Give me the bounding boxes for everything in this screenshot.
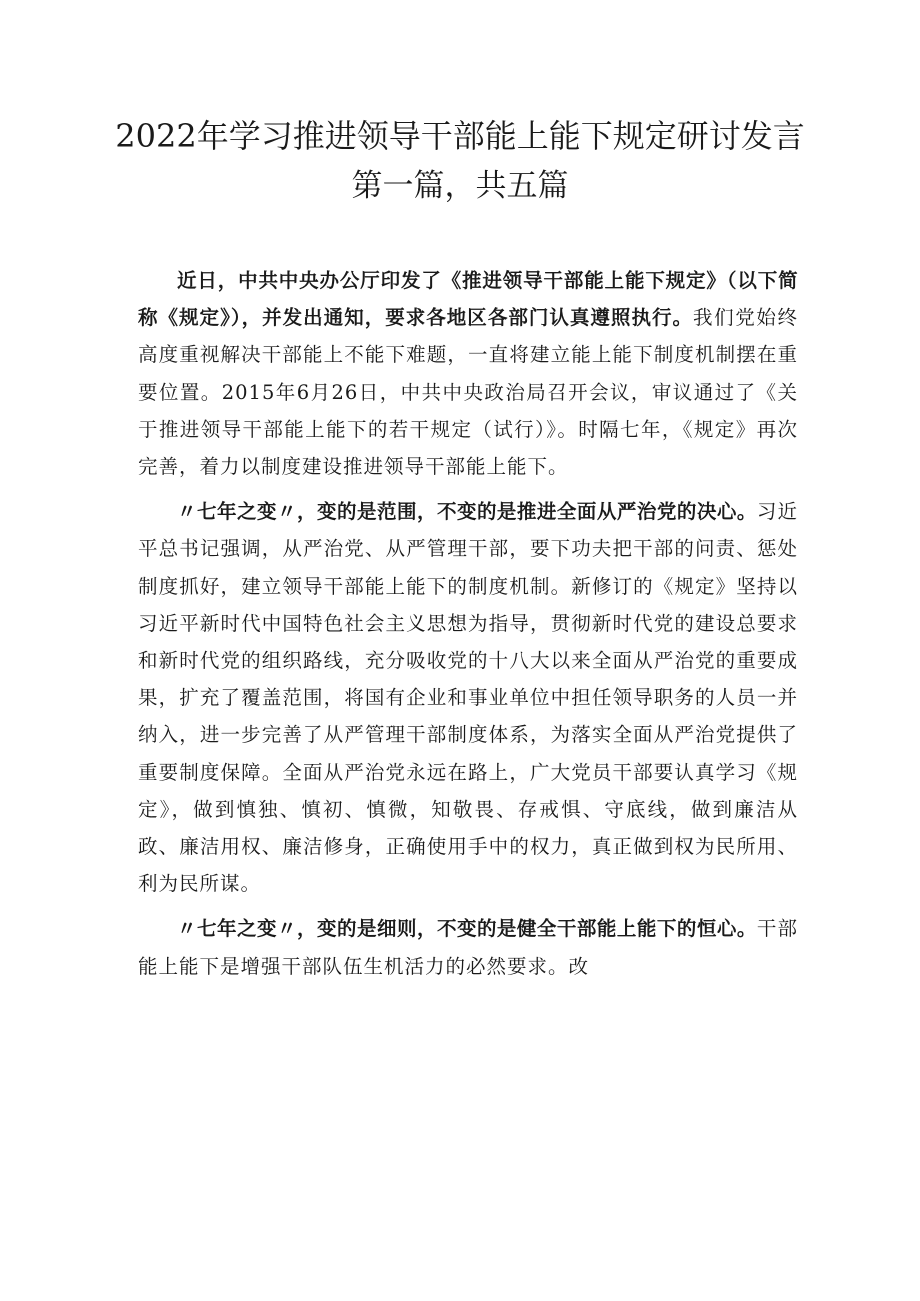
- document-title: 2022年学习推进领导干部能上能下规定研讨发言: [115, 117, 805, 155]
- paragraph-2: [138, 493, 798, 902]
- paragraph-text: 我们党始终高度重视解决干部能上不能下难题，一直将建立能上能下制度机制摆在重要位置。2015年6月26日，中共中央政治局召开会议，审议通过了《关于推进领导干部能上能下的若干规定（试行）》。时隔七年，《规定》再次完善，着力以制度建设推进领导干部能上能下。: [138, 306, 798, 479]
- paragraph-lead: 〃七年之变〃，变的是范围，不变的是推进全面从严治党的决心。: [177, 500, 757, 524]
- paragraph-text: 习近平总书记强调，从严治党、从严管理干部，要下功夫把干部的问责、惩处制度抓好，建立领导干部能上能下的制度机制。新修订的《规定》坚持以习近平新时代中国特色社会主义思想为指导，贯彻新时代党的建设总要求和新时代党的组织路线，充分吸收党的十八大以来全面从严治党的重要成果，扩充了覆盖范围，将国有企业和事业单位中担任领导职务的人员一并纳入，进一步完善了从严管理干部制度体系，为落实全面从严治党提供了重要制度保障。全面从严治党永远在路上，广大党员干部要认真学习《规定》，做到慎独、慎初、慎微，知敬畏、存戒惧、守底线，做到廉洁从政、廉洁用权、廉洁修身，正确使用手中的权力，真正做到权为民所用、利为民所谋。: [138, 500, 798, 896]
- paragraph-1: [138, 262, 798, 485]
- paragraph-text: 干部能上能下是增强干部队伍生机活力的必然要求。改: [138, 917, 798, 978]
- paragraph-lead: 近日，中共中央办公厅印发了《推进领导干部能上能下规定》（以下简称《规定》），并发出通知，要求各地区各部门认真遵照执行。: [138, 269, 798, 330]
- document-body: [138, 262, 798, 993]
- paragraph-lead: 〃七年之变〃，变的是细则，不变的是健全干部能上能下的恒心。: [177, 917, 757, 941]
- paragraph-3: [138, 910, 798, 984]
- document-subtitle: 第一篇，共五篇: [351, 168, 569, 204]
- title-block: [100, 112, 820, 208]
